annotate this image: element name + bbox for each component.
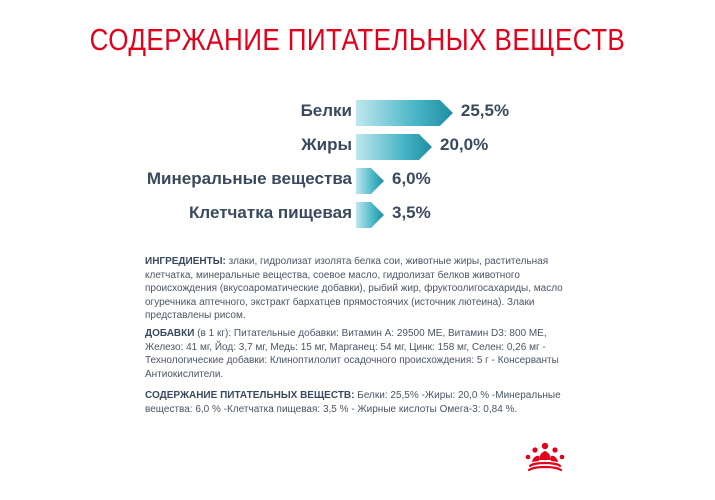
bar-row [0,100,715,126]
ingredients-paragraph [145,255,575,323]
nutrients-text: Белки: 25,5% -Жиры: 20,0 % -Минеральные вещества: 6,0 % -Клетчатка пищевая: 3,5 % - Жирные кислоты Омега-3: 0,84 %. [145,390,561,415]
bar [356,134,432,160]
additives-heading: ДОБАВКИ [145,328,195,339]
bar-row [0,202,715,228]
bar-value-label: 3,5% [392,203,431,222]
page-title: СОДЕРЖАНИЕ ПИТАТЕЛЬНЫХ ВЕЩЕСТВ [89,22,626,57]
bar-row [0,168,715,194]
bar-value-label: 20,0% [440,135,489,154]
nutrients-heading: СОДЕРЖАНИЕ ПИТАТЕЛЬНЫХ ВЕЩЕСТВ: [145,390,355,401]
nutrients-paragraph [145,389,575,416]
bar-label: Белки [300,101,352,120]
additives-unit: (в 1 кг) [194,328,229,339]
crown-logo-icon [524,440,566,474]
bar-value-label: 6,0% [392,169,431,188]
bar [356,202,384,228]
bar-row [0,134,715,160]
bar-label: Жиры [301,135,352,154]
bar [356,100,453,126]
bar-label: Минеральные вещества [146,169,352,188]
additives-paragraph [145,327,575,381]
bar-label: Клетчатка пищевая [189,203,352,222]
ingredients-heading: ИНГРЕДИЕНТЫ: [145,256,226,267]
nutrient-bar-chart [0,0,715,240]
additives-colon: : [228,328,234,339]
additives-text: Питательные добавки: Витамин А: 29500 МЕ, Витамин D3: 800 МЕ, Железо: 41 мг, Йод: 3,7 мг, Медь: 15 мг, Марганец: 54 мг, Цинк: 158 мг, Селен: 0,26 мг - Технологические добавки: Клиноптилолит осадочного происхождения: 5 г - Консерванты Антиокислители. [145,328,559,380]
ingredients-text: злаки, гидролизат изолята белка сои, животные жиры, растительная клетчатка, минеральные вещества, соевое масло, гидролизат белков животного происхождения (вкусоароматические добавки), рыбий жир, фруктоолигосахариды, масло огуречника аптечного, экстракт бархатцев прямостоячих (источник лютеина). Злаки представлены рисом. [145,256,563,322]
bar-value-label: 25,5% [460,101,510,120]
bar [356,168,384,194]
